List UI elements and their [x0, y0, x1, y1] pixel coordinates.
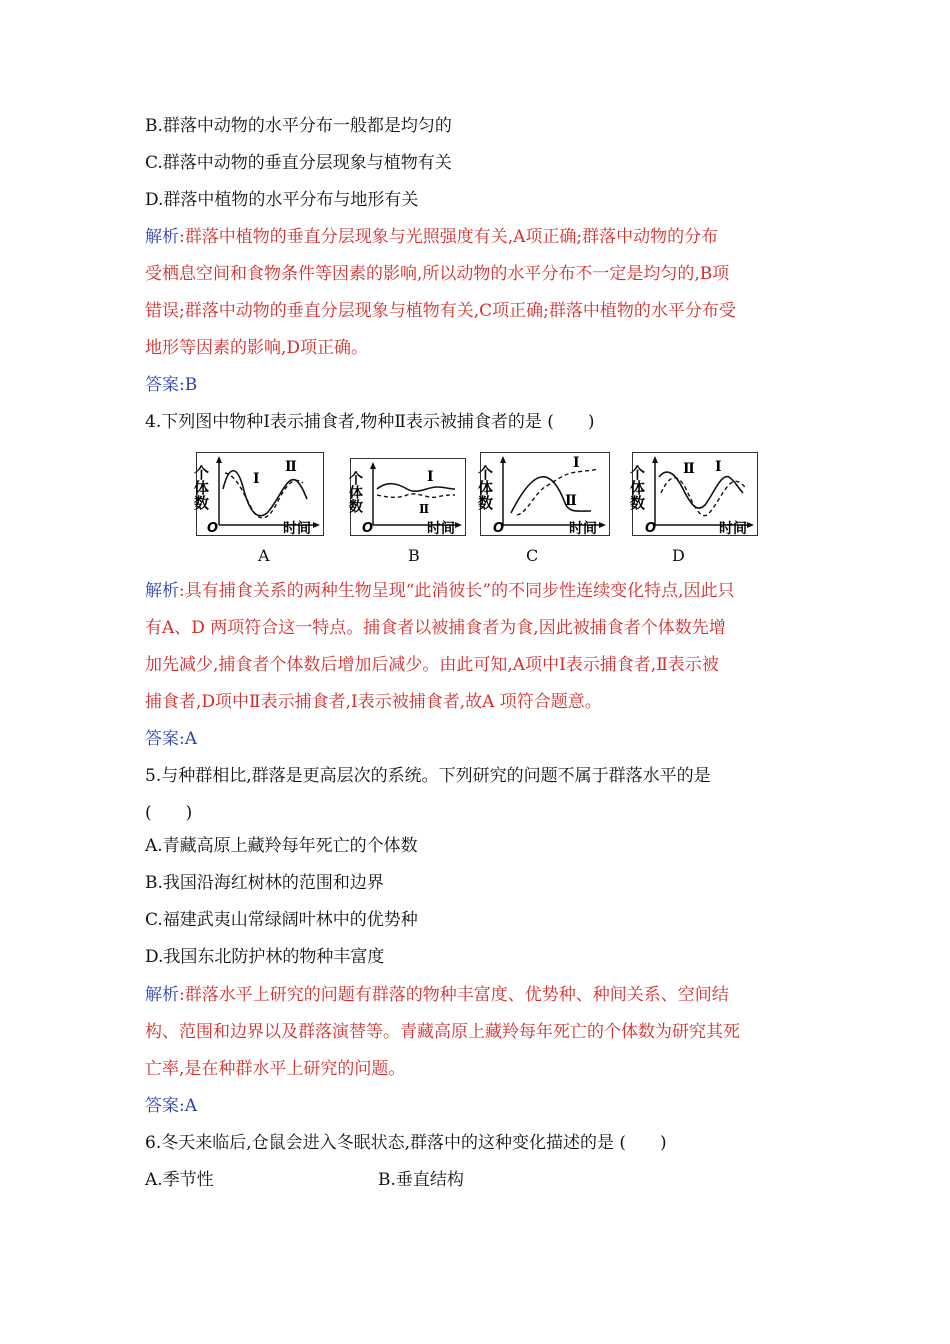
figure-a-origin: O: [207, 521, 219, 536]
figure-d-x-axis: 时间: [719, 521, 747, 537]
q3-analysis-line-3: 错误;群落中动物的垂直分层现象与植物有关,C项正确;群落中植物的水平分布受: [145, 301, 736, 321]
q5-analysis-line-3: 亡率,是在种群水平上研究的问题。: [145, 1059, 406, 1079]
q3-analysis-line-2: 受栖息空间和食物条件等因素的影响,所以动物的水平分布不一定是均匀的,B项: [145, 264, 730, 284]
answer-value: :A: [179, 729, 198, 749]
q5-analysis-line-2: 构、范围和边界以及群落演替等。青藏高原上藏羚每年死亡的个体数为研究其死: [145, 1022, 740, 1042]
figure-b: [347, 458, 466, 537]
figure-d-label: D: [672, 546, 685, 565]
q5-stem-line-1: 5.与种群相比,群落是更高层次的系统。下列研究的问题不属于群落水平的是: [145, 766, 711, 786]
figure-d: [628, 452, 758, 537]
figure-b-y-axis: 个体数: [347, 471, 363, 513]
q3-option-b: B.群落中动物的水平分布一般都是均匀的: [145, 116, 452, 136]
analysis-label: 解析: [145, 227, 179, 247]
q6-stem: 6.冬天来临后,仓鼠会进入冬眠状态,群落中的这种变化描述的是 ( ): [145, 1133, 667, 1153]
analysis-label: 解析: [145, 985, 179, 1005]
q6-options-row: [145, 1162, 464, 1199]
figure-a: [192, 452, 324, 537]
figure-c-series-1: Ⅰ: [573, 455, 580, 471]
q3-analysis-line-4: 地形等因素的影响,D项正确。: [145, 338, 369, 358]
q3-analysis-line-1: [145, 219, 718, 256]
figure-c-label: C: [526, 546, 539, 565]
q4-answer: [145, 721, 197, 758]
q4-analysis-line-4: 捕食者,D项中Ⅱ表示捕食者,Ⅰ表示被捕食者,故A 项符合题意。: [145, 692, 602, 712]
q3-option-c: C.群落中动物的垂直分层现象与植物有关: [145, 153, 452, 173]
q5-option-c: C.福建武夷山常绿阔叶林中的优势种: [145, 910, 418, 930]
figure-d-y-axis: 个体数: [628, 465, 646, 510]
answer-label: 答案: [145, 375, 179, 395]
figure-c: [476, 452, 610, 537]
q4-stem: 4.下列图中物种Ⅰ表示捕食者,物种Ⅱ表示被捕食者的是 ( ): [145, 412, 595, 432]
q4-analysis-text-1: :具有捕食关系的两种生物呈现“此消彼长”的不同步性连续变化特点,因此只: [179, 581, 735, 601]
figure-b-label: B: [408, 546, 420, 565]
figure-a-y-axis: 个体数: [192, 465, 210, 510]
q5-analysis-line-1: [145, 977, 729, 1014]
analysis-label: 解析: [145, 581, 179, 601]
answer-label: 答案: [145, 1096, 179, 1116]
q5-option-b: B.我国沿海红树林的范围和边界: [145, 873, 384, 893]
figure-c-y-axis: 个体数: [476, 465, 494, 510]
answer-value: :A: [179, 1096, 198, 1116]
answer-value: :B: [179, 375, 198, 395]
answer-label: 答案: [145, 729, 179, 749]
figure-d-series-2: Ⅰ: [715, 459, 722, 475]
figure-a-series-1: Ⅰ: [253, 471, 260, 487]
q5-answer: [145, 1088, 197, 1125]
figure-c-x-axis: 时间: [569, 521, 597, 537]
q3-answer: [145, 367, 197, 404]
figure-b-series-1: Ⅰ: [427, 469, 434, 485]
q5-option-a: A.青藏高原上藏羚每年死亡的个体数: [145, 836, 418, 856]
figure-a-x-axis: 时间: [283, 521, 311, 537]
q6-option-b: B.垂直结构: [378, 1170, 464, 1190]
q4-analysis-line-2: 有A、D 两项符合这一特点。捕食者以被捕食者为食,因此被捕食者个体数先增: [145, 618, 726, 638]
q4-analysis-line-1: [145, 573, 735, 610]
q5-analysis-text-1: :群落水平上研究的问题有群落的物种丰富度、优势种、种间关系、空间结: [179, 985, 729, 1005]
q5-option-d: D.我国东北防护林的物种丰富度: [145, 947, 385, 967]
figure-b-series-2: Ⅱ: [419, 502, 430, 516]
q3-analysis-text-1: :群落中植物的垂直分层现象与光照强度有关,A项正确;群落中动物的分布: [179, 227, 719, 247]
figure-c-origin: O: [493, 521, 505, 536]
q5-stem-line-2: ( ): [145, 803, 193, 823]
figure-b-x-axis: 时间: [427, 521, 455, 537]
q4-analysis-line-3: 加先减少,捕食者个体数后增加后减少。由此可知,A项中Ⅰ表示捕食者,Ⅱ表示被: [145, 655, 719, 675]
figure-d-origin: O: [645, 521, 657, 536]
figure-d-series-1: Ⅱ: [683, 461, 695, 477]
q6-option-a: A.季节性: [145, 1170, 214, 1190]
q3-option-d: D.群落中植物的水平分布与地形有关: [145, 190, 419, 210]
figure-c-series-2: Ⅱ: [565, 493, 577, 509]
figure-a-label: A: [258, 546, 270, 565]
figure-b-origin: O: [362, 521, 374, 536]
figure-a-series-2: Ⅱ: [285, 459, 297, 475]
